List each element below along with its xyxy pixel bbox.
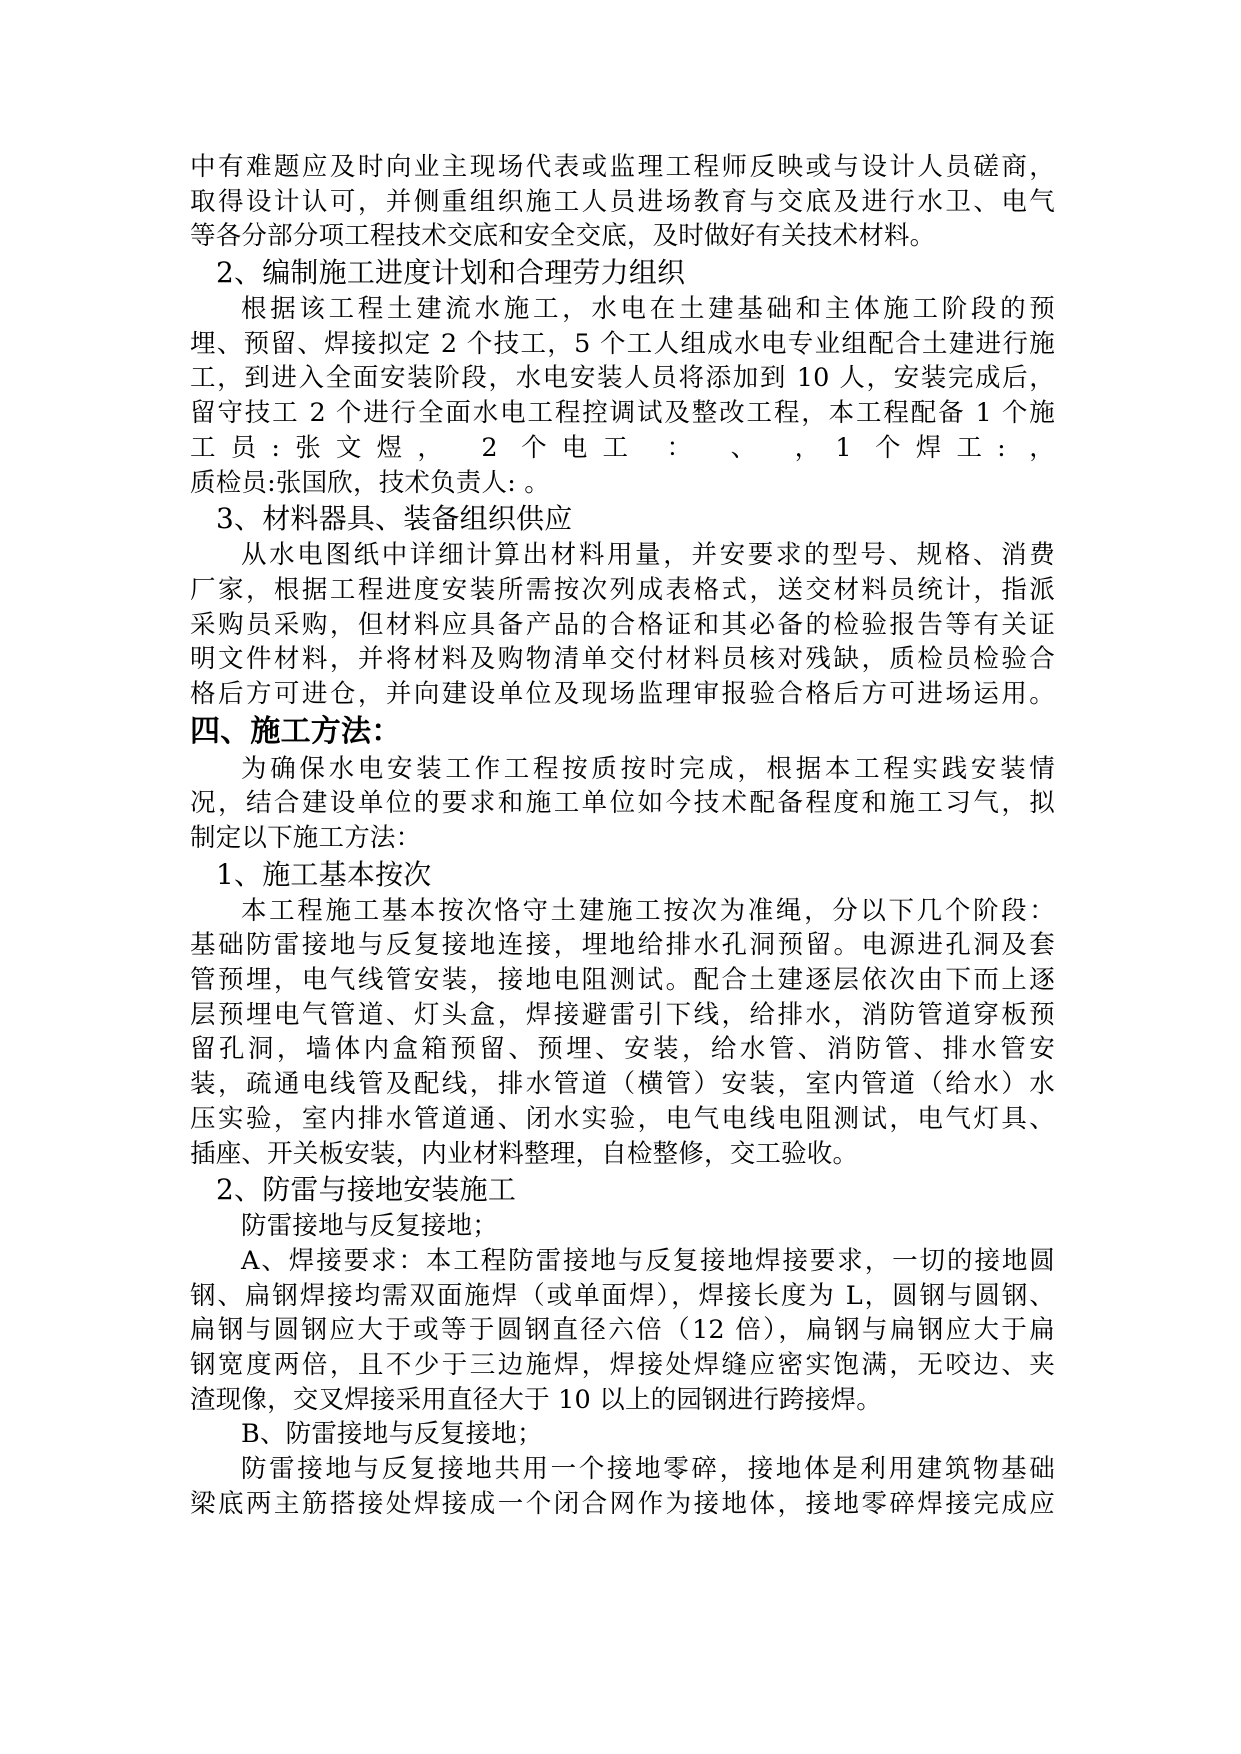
text-line: 钢、扁钢焊接均需双面施焊（或单面焊），焊接长度为 L，圆钢与圆钢、 (190, 1280, 1055, 1311)
text-line: 为确保水电安装工作工程按质按时完成，根据本工程实践安装情 (241, 753, 1055, 784)
text-line: 留守技工 2 个进行全面水电工程控调试及整改工程，本工程配备 1 个施 (190, 398, 1055, 429)
text-line: 基础防雷接地与反复接地连接，埋地给排水孔洞预留。电源进孔洞及套 (190, 930, 1055, 961)
text-line: 厂家，根据工程进度安装所需按次列成表格式，送交材料员统计，指派 (190, 574, 1055, 605)
text-line: 等各分部分项工程技术交底和安全交底，及时做好有关技术材料。 (190, 221, 936, 252)
text-line: 防雷接地与反复接地； (241, 1211, 499, 1242)
text-line: 装，疏通电线管及配线，排水管道（横管）安装，室内管道（给水）水 (190, 1069, 1055, 1100)
text-line: 明文件材料，并将材料及购物清单交付材料员核对残缺，质检员检验合 (190, 644, 1055, 675)
text-line: B、防雷接地与反复接地； (241, 1419, 543, 1450)
text-line: 格后方可进仓，并向建设单位及现场监理审报验合格后方可进场运用。 (190, 678, 1055, 709)
text-line: 工员:张文煜， 2 个电工 ： 、 ，1 个焊工: ， (190, 432, 1055, 463)
text-line: 渣现像，交叉焊接采用直径大于 10 以上的园钢进行跨接焊。 (190, 1384, 882, 1415)
text-line: 制定以下施工方法： (190, 823, 422, 853)
subsection-heading: 2、编制施工进度计划和合理劳力组织 (216, 256, 686, 290)
text-line: 况，结合建设单位的要求和施工单位如今技术配备程度和施工习气，拟 (190, 788, 1055, 819)
text-line: 钢宽度两倍，且不少于三边施焊，焊接处焊缝应密实饱满，无咬边、夹 (190, 1349, 1055, 1380)
text-line: 取得设计认可，并侧重组织施工人员进场教育与交底及进行水卫、电气 (190, 186, 1055, 217)
text-line: 从水电图纸中详细计算出材料用量，并安要求的型号、规格、消费 (241, 540, 1055, 571)
text-line: 扁钢与圆钢应大于或等于圆钢直径六倍（12 倍），扁钢与扁钢应大于扁 (190, 1315, 1055, 1346)
text-line: 中有难题应及时向业主现场代表或监理工程师反映或与设计人员磋商， (190, 152, 1055, 182)
text-line: 梁底两主筋搭接处焊接成一个闭合网作为接地体，接地零碎焊接完成应 (190, 1488, 1055, 1519)
text-line: 防雷接地与反复接地共用一个接地零碎，接地体是利用建筑物基础 (241, 1454, 1055, 1484)
text-line: 质检员:张国欣，技术负责人: 。 (190, 467, 550, 498)
text-line: 采购员采购，但材料应具备产品的合格证和其必备的检验报告等有关证 (190, 609, 1055, 640)
text-line: 埋、预留、焊接拟定 2 个技工，5 个工人组成水电专业组配合土建进行施 (190, 328, 1055, 359)
section-heading: 四、施工方法： (190, 713, 402, 749)
text-line: 留孔洞，墙体内盒箱预留、预埋、安装，给水管、消防管、排水管安 (190, 1034, 1055, 1065)
subsection-heading: 3、材料器具、装备组织供应 (216, 502, 573, 536)
text-line: 插座、开关板安装，内业材料整理，自检整修，交工验收。 (190, 1138, 859, 1169)
subsection-heading: 1、施工基本按次 (216, 857, 432, 891)
text-line: 层预埋电气管道、灯头盒，焊接避雷引下线，给排水，消防管道穿板预 (190, 999, 1055, 1030)
document-body (190, 150, 1055, 1521)
text-line: 本工程施工基本按次恪守土建施工按次为准绳，分以下几个阶段： (241, 895, 1055, 926)
subsection-heading: 2、防雷与接地安装施工 (216, 1173, 517, 1207)
text-line: 管预埋，电气线管安装，接地电阻测试。配合土建逐层依次由下而上逐 (190, 965, 1055, 996)
text-line: 压实验，室内排水管道通、闭水实验，电气电线电阻测试，电气灯具、 (190, 1103, 1055, 1134)
text-line: A、焊接要求：本工程防雷接地与反复接地焊接要求，一切的接地圆 (241, 1245, 1055, 1276)
text-line: 工，到进入全面安装阶段，水电安装人员将添加到 10 人，安装完成后， (190, 363, 1055, 394)
text-line: 根据该工程土建流水施工，水电在土建基础和主体施工阶段的预 (241, 294, 1055, 325)
